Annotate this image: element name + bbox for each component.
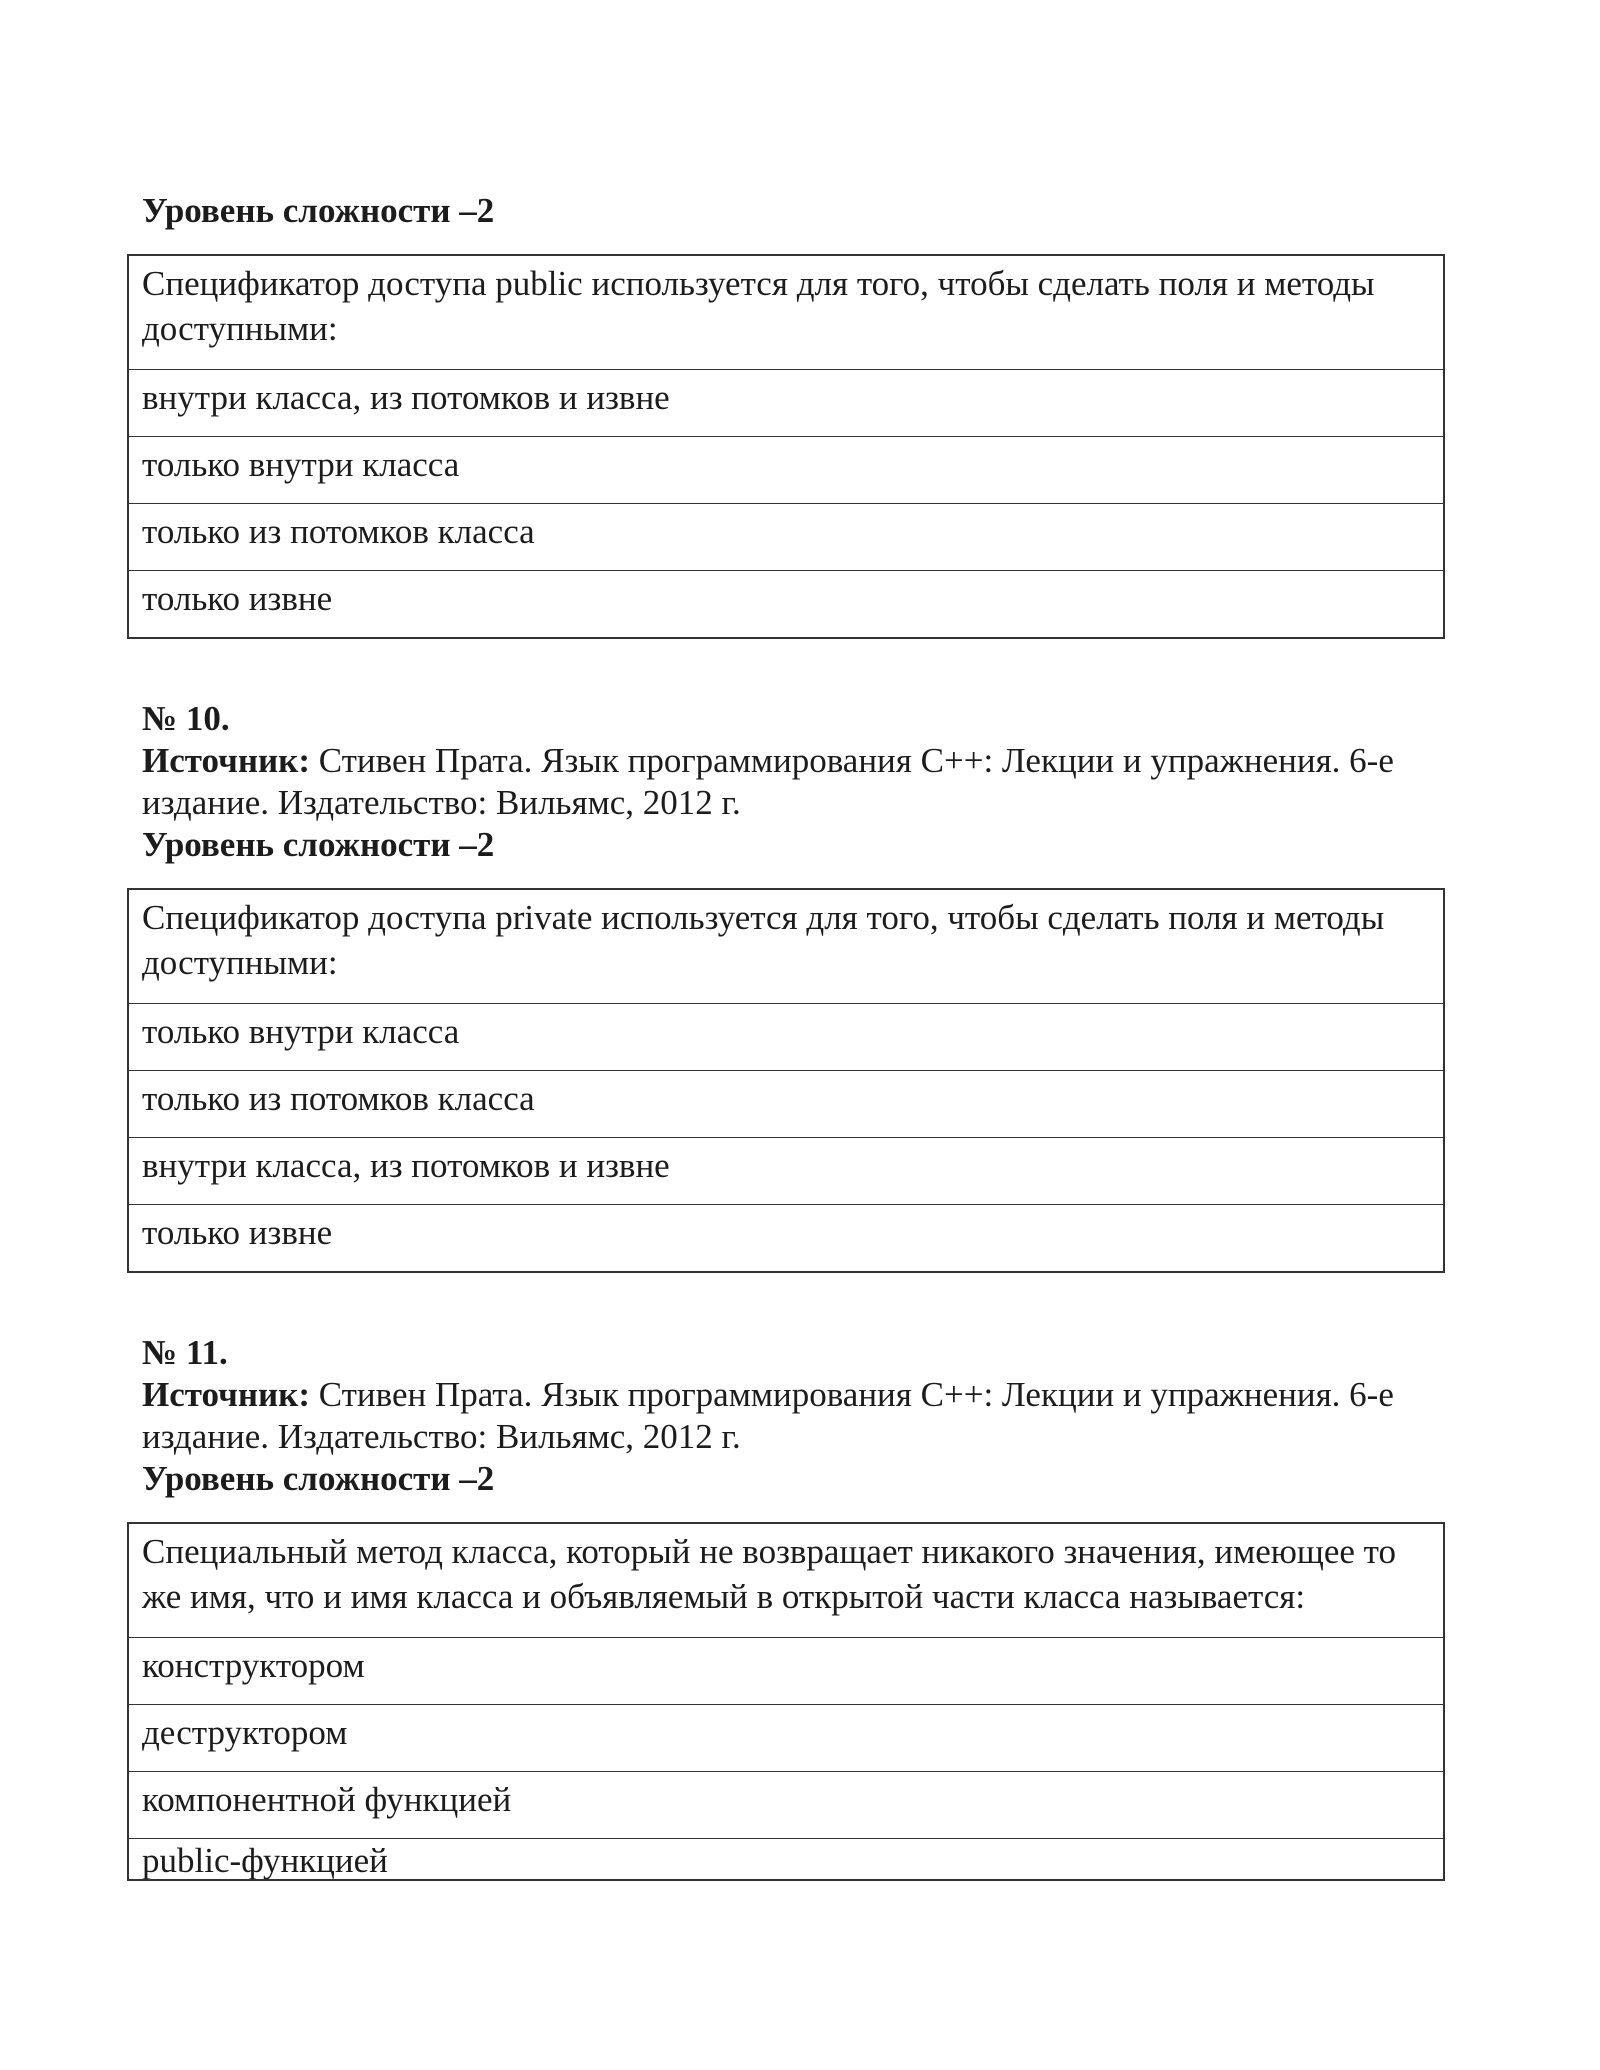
- source-line-2: издание. Издательство: Вильямс, 2012 г.: [142, 783, 741, 822]
- answer-option: только извне: [129, 570, 1443, 637]
- question-text: Спецификатор доступа public используется для того, чтобы сделать поля и методы доступными:: [142, 264, 1375, 348]
- answer-option: деструктором: [129, 1704, 1443, 1771]
- question-text: Спецификатор доступа private используется для того, чтобы сделать поля и методы доступными:: [142, 898, 1385, 982]
- answer-option: только извне: [129, 1204, 1443, 1271]
- difficulty-level: Уровень сложности –2: [142, 191, 495, 230]
- answer-option: внутри класса, из потомков и извне: [129, 1137, 1443, 1204]
- answer-option: только из потомков класса: [129, 503, 1443, 570]
- question-table-1: [127, 254, 1445, 639]
- difficulty-level: Уровень сложности –2: [142, 825, 495, 864]
- answer-option: только внутри класса: [129, 436, 1443, 503]
- question-text: Специальный метод класса, который не возвращает никакого значения, имеющее то же имя, что и имя класса и объявляемый в открытой части класса называется:: [142, 1532, 1397, 1616]
- source-label: Источник:: [142, 741, 310, 780]
- answer-option: только внутри класса: [129, 1003, 1443, 1070]
- section1-header: [142, 190, 1472, 232]
- answer-option: public-функцией: [129, 1838, 1443, 1879]
- question-table-3: [127, 1522, 1445, 1881]
- answer-option: только из потомков класса: [129, 1070, 1443, 1137]
- section2-header: [142, 698, 1472, 866]
- source-text: Стивен Прата. Язык программирования C++: Лекции и упражнения. 6-е: [309, 1375, 1394, 1414]
- question-table-2: [127, 888, 1445, 1273]
- source-label: Источник:: [142, 1375, 310, 1414]
- source-line: [142, 740, 1472, 782]
- answer-option: конструктором: [129, 1637, 1443, 1704]
- source-line: [142, 1374, 1472, 1416]
- question-number: № 10.: [142, 699, 230, 738]
- answer-option: внутри класса, из потомков и извне: [129, 369, 1443, 436]
- answer-option: компонентной функцией: [129, 1771, 1443, 1838]
- source-text: Стивен Прата. Язык программирования C++: Лекции и упражнения. 6-е: [309, 741, 1394, 780]
- difficulty-level: Уровень сложности –2: [142, 1459, 495, 1498]
- section3-header: [142, 1332, 1472, 1500]
- question-number: № 11.: [142, 1333, 228, 1372]
- source-line-2: издание. Издательство: Вильямс, 2012 г.: [142, 1417, 741, 1456]
